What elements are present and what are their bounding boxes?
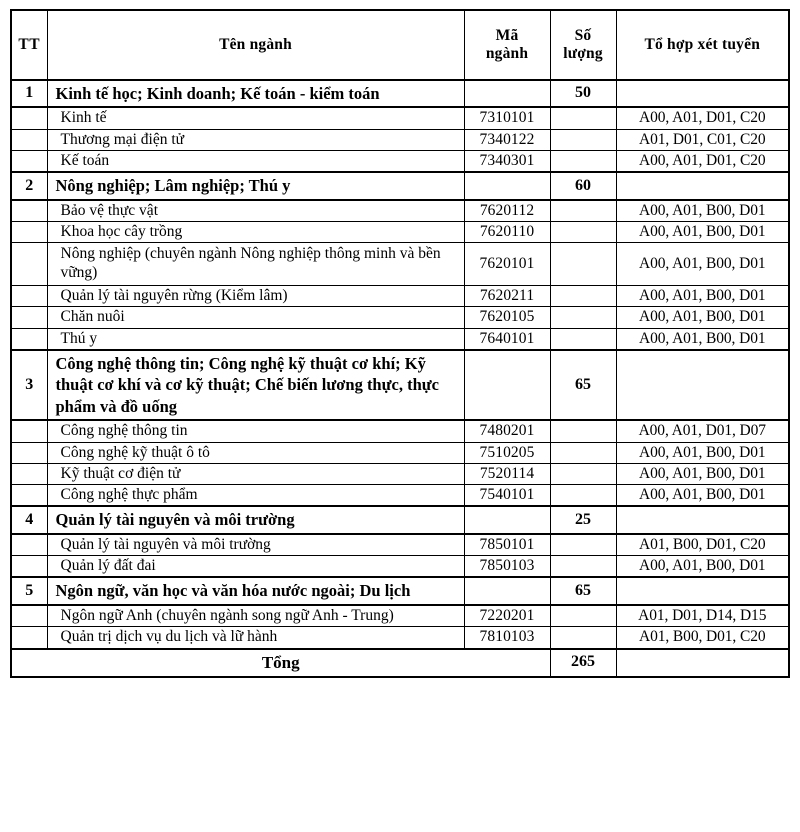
major-code: 7340122 (464, 129, 550, 150)
major-name: Bảo vệ thực vật (47, 200, 464, 222)
row-index-blank (11, 307, 47, 328)
group-name: Kinh tế học; Kinh doanh; Kế toán - kiểm toán (47, 80, 464, 107)
row-index-blank (11, 222, 47, 243)
major-name: Khoa học cây trồng (47, 222, 464, 243)
major-combination: A00, A01, B00, D01 (616, 463, 789, 484)
row-index-blank (11, 420, 47, 442)
row-quantity-blank (550, 286, 616, 307)
table-row (11, 328, 789, 350)
major-combination: A01, B00, D01, C20 (616, 627, 789, 649)
major-code: 7540101 (464, 485, 550, 507)
row-index-blank (11, 605, 47, 627)
group-quantity: 60 (550, 172, 616, 199)
major-name: Công nghệ thông tin (47, 420, 464, 442)
table-row (11, 286, 789, 307)
group-quantity: 50 (550, 80, 616, 107)
major-code: 7220201 (464, 605, 550, 627)
row-index-blank (11, 243, 47, 286)
major-code: 7340301 (464, 151, 550, 173)
major-name: Công nghệ thực phẩm (47, 485, 464, 507)
row-index-blank (11, 151, 47, 173)
table-row (11, 200, 789, 222)
table-row (11, 420, 789, 442)
row-index-blank (11, 200, 47, 222)
major-combination: A00, A01, B00, D01 (616, 243, 789, 286)
column-header-combination: Tổ hợp xét tuyển (616, 10, 789, 80)
group-name: Nông nghiệp; Lâm nghiệp; Thú y (47, 172, 464, 199)
row-quantity-blank (550, 222, 616, 243)
major-code: 7520114 (464, 463, 550, 484)
major-code: 7850101 (464, 534, 550, 556)
row-index-blank (11, 485, 47, 507)
column-header-code-line1: Mã (495, 26, 519, 44)
major-combination: A00, A01, B00, D01 (616, 222, 789, 243)
major-name: Quản trị dịch vụ du lịch và lữ hành (47, 627, 464, 649)
major-code: 7810103 (464, 627, 550, 649)
row-quantity-blank (550, 129, 616, 150)
major-combination: A00, A01, D01, D07 (616, 420, 789, 442)
row-quantity-blank (550, 107, 616, 129)
table-header (11, 10, 789, 80)
table-row (11, 243, 789, 286)
row-quantity-blank (550, 534, 616, 556)
major-combination: A00, A01, D01, C20 (616, 151, 789, 173)
major-name: Kế toán (47, 151, 464, 173)
major-code: 7310101 (464, 107, 550, 129)
group-code-blank (464, 350, 550, 420)
major-name: Quản lý tài nguyên và môi trường (47, 534, 464, 556)
column-header-code (464, 10, 550, 80)
major-name: Thương mại điện tử (47, 129, 464, 150)
major-name: Nông nghiệp (chuyên ngành Nông nghiệp thông minh và bền vững) (47, 243, 464, 286)
group-row (11, 350, 789, 420)
table-row (11, 627, 789, 649)
group-combination-blank (616, 80, 789, 107)
group-code-blank (464, 577, 550, 604)
row-quantity-blank (550, 328, 616, 350)
major-combination: A00, A01, B00, D01 (616, 307, 789, 328)
row-quantity-blank (550, 627, 616, 649)
group-index: 4 (11, 506, 47, 533)
column-header-tt: TT (11, 10, 47, 80)
row-index-blank (11, 129, 47, 150)
major-combination: A00, A01, B00, D01 (616, 485, 789, 507)
column-header-code-line2: ngành (485, 45, 529, 62)
major-code: 7510205 (464, 442, 550, 463)
major-combination: A00, A01, B00, D01 (616, 200, 789, 222)
row-index-blank (11, 463, 47, 484)
group-row (11, 172, 789, 199)
group-quantity: 25 (550, 506, 616, 533)
row-quantity-blank (550, 485, 616, 507)
group-quantity: 65 (550, 577, 616, 604)
major-name: Kỹ thuật cơ điện tử (47, 463, 464, 484)
table-row (11, 107, 789, 129)
group-combination-blank (616, 172, 789, 199)
row-quantity-blank (550, 420, 616, 442)
group-name: Ngôn ngữ, văn học và văn hóa nước ngoài; Du lịch (47, 577, 464, 604)
group-row (11, 506, 789, 533)
column-header-quantity (550, 10, 616, 80)
group-name: Công nghệ thông tin; Công nghệ kỹ thuật cơ khí; Kỹ thuật cơ khí và cơ kỹ thuật; Chế biến lương thực, thực phẩm và đồ uống (47, 350, 464, 420)
group-row (11, 80, 789, 107)
row-index-blank (11, 442, 47, 463)
row-index-blank (11, 556, 47, 578)
row-quantity-blank (550, 556, 616, 578)
major-combination: A01, B00, D01, C20 (616, 534, 789, 556)
major-combination: A00, A01, B00, D01 (616, 286, 789, 307)
table-row (11, 129, 789, 150)
major-name: Quản lý đất đai (47, 556, 464, 578)
major-code: 7620112 (464, 200, 550, 222)
major-code: 7620211 (464, 286, 550, 307)
row-index-blank (11, 534, 47, 556)
table-row (11, 485, 789, 507)
row-index-blank (11, 627, 47, 649)
group-index: 1 (11, 80, 47, 107)
table-row (11, 556, 789, 578)
total-row (11, 649, 789, 677)
table-row (11, 307, 789, 328)
major-name: Quản lý tài nguyên rừng (Kiểm lâm) (47, 286, 464, 307)
group-index: 5 (11, 577, 47, 604)
major-combination: A00, A01, D01, C20 (616, 107, 789, 129)
total-quantity: 265 (550, 649, 616, 677)
major-name: Chăn nuôi (47, 307, 464, 328)
table-row (11, 463, 789, 484)
table-row (11, 442, 789, 463)
group-code-blank (464, 172, 550, 199)
row-quantity-blank (550, 605, 616, 627)
table-row (11, 222, 789, 243)
group-quantity: 65 (550, 350, 616, 420)
major-combination: A00, A01, B00, D01 (616, 556, 789, 578)
total-combination-blank (616, 649, 789, 677)
row-quantity-blank (550, 307, 616, 328)
table-row (11, 151, 789, 173)
major-name: Công nghệ kỹ thuật ô tô (47, 442, 464, 463)
group-name: Quản lý tài nguyên và môi trường (47, 506, 464, 533)
admissions-quota-table (10, 9, 790, 678)
group-index: 2 (11, 172, 47, 199)
group-index: 3 (11, 350, 47, 420)
row-index-blank (11, 328, 47, 350)
group-combination-blank (616, 350, 789, 420)
group-code-blank (464, 80, 550, 107)
row-quantity-blank (550, 243, 616, 286)
row-index-blank (11, 107, 47, 129)
page-bottom-clipped-text (0, 826, 800, 832)
major-name: Kinh tế (47, 107, 464, 129)
row-index-blank (11, 286, 47, 307)
column-header-name: Tên ngành (47, 10, 464, 80)
major-code: 7850103 (464, 556, 550, 578)
group-combination-blank (616, 577, 789, 604)
major-combination: A00, A01, B00, D01 (616, 442, 789, 463)
group-combination-blank (616, 506, 789, 533)
major-combination: A00, A01, B00, D01 (616, 328, 789, 350)
row-quantity-blank (550, 442, 616, 463)
major-code: 7620105 (464, 307, 550, 328)
major-code: 7480201 (464, 420, 550, 442)
row-quantity-blank (550, 151, 616, 173)
table-header-row (11, 10, 789, 80)
major-code: 7620101 (464, 243, 550, 286)
total-label: Tổng (11, 649, 550, 677)
table-body (11, 80, 789, 677)
column-header-qty-line1: Số (574, 26, 592, 44)
row-quantity-blank (550, 200, 616, 222)
major-name: Ngôn ngữ Anh (chuyên ngành song ngữ Anh - Trung) (47, 605, 464, 627)
major-code: 7640101 (464, 328, 550, 350)
major-code: 7620110 (464, 222, 550, 243)
table-row (11, 534, 789, 556)
major-combination: A01, D01, D14, D15 (616, 605, 789, 627)
column-header-qty-line2: lượng (563, 45, 603, 62)
group-code-blank (464, 506, 550, 533)
major-name: Thú y (47, 328, 464, 350)
row-quantity-blank (550, 463, 616, 484)
table-row (11, 605, 789, 627)
major-combination: A01, D01, C01, C20 (616, 129, 789, 150)
group-row (11, 577, 789, 604)
